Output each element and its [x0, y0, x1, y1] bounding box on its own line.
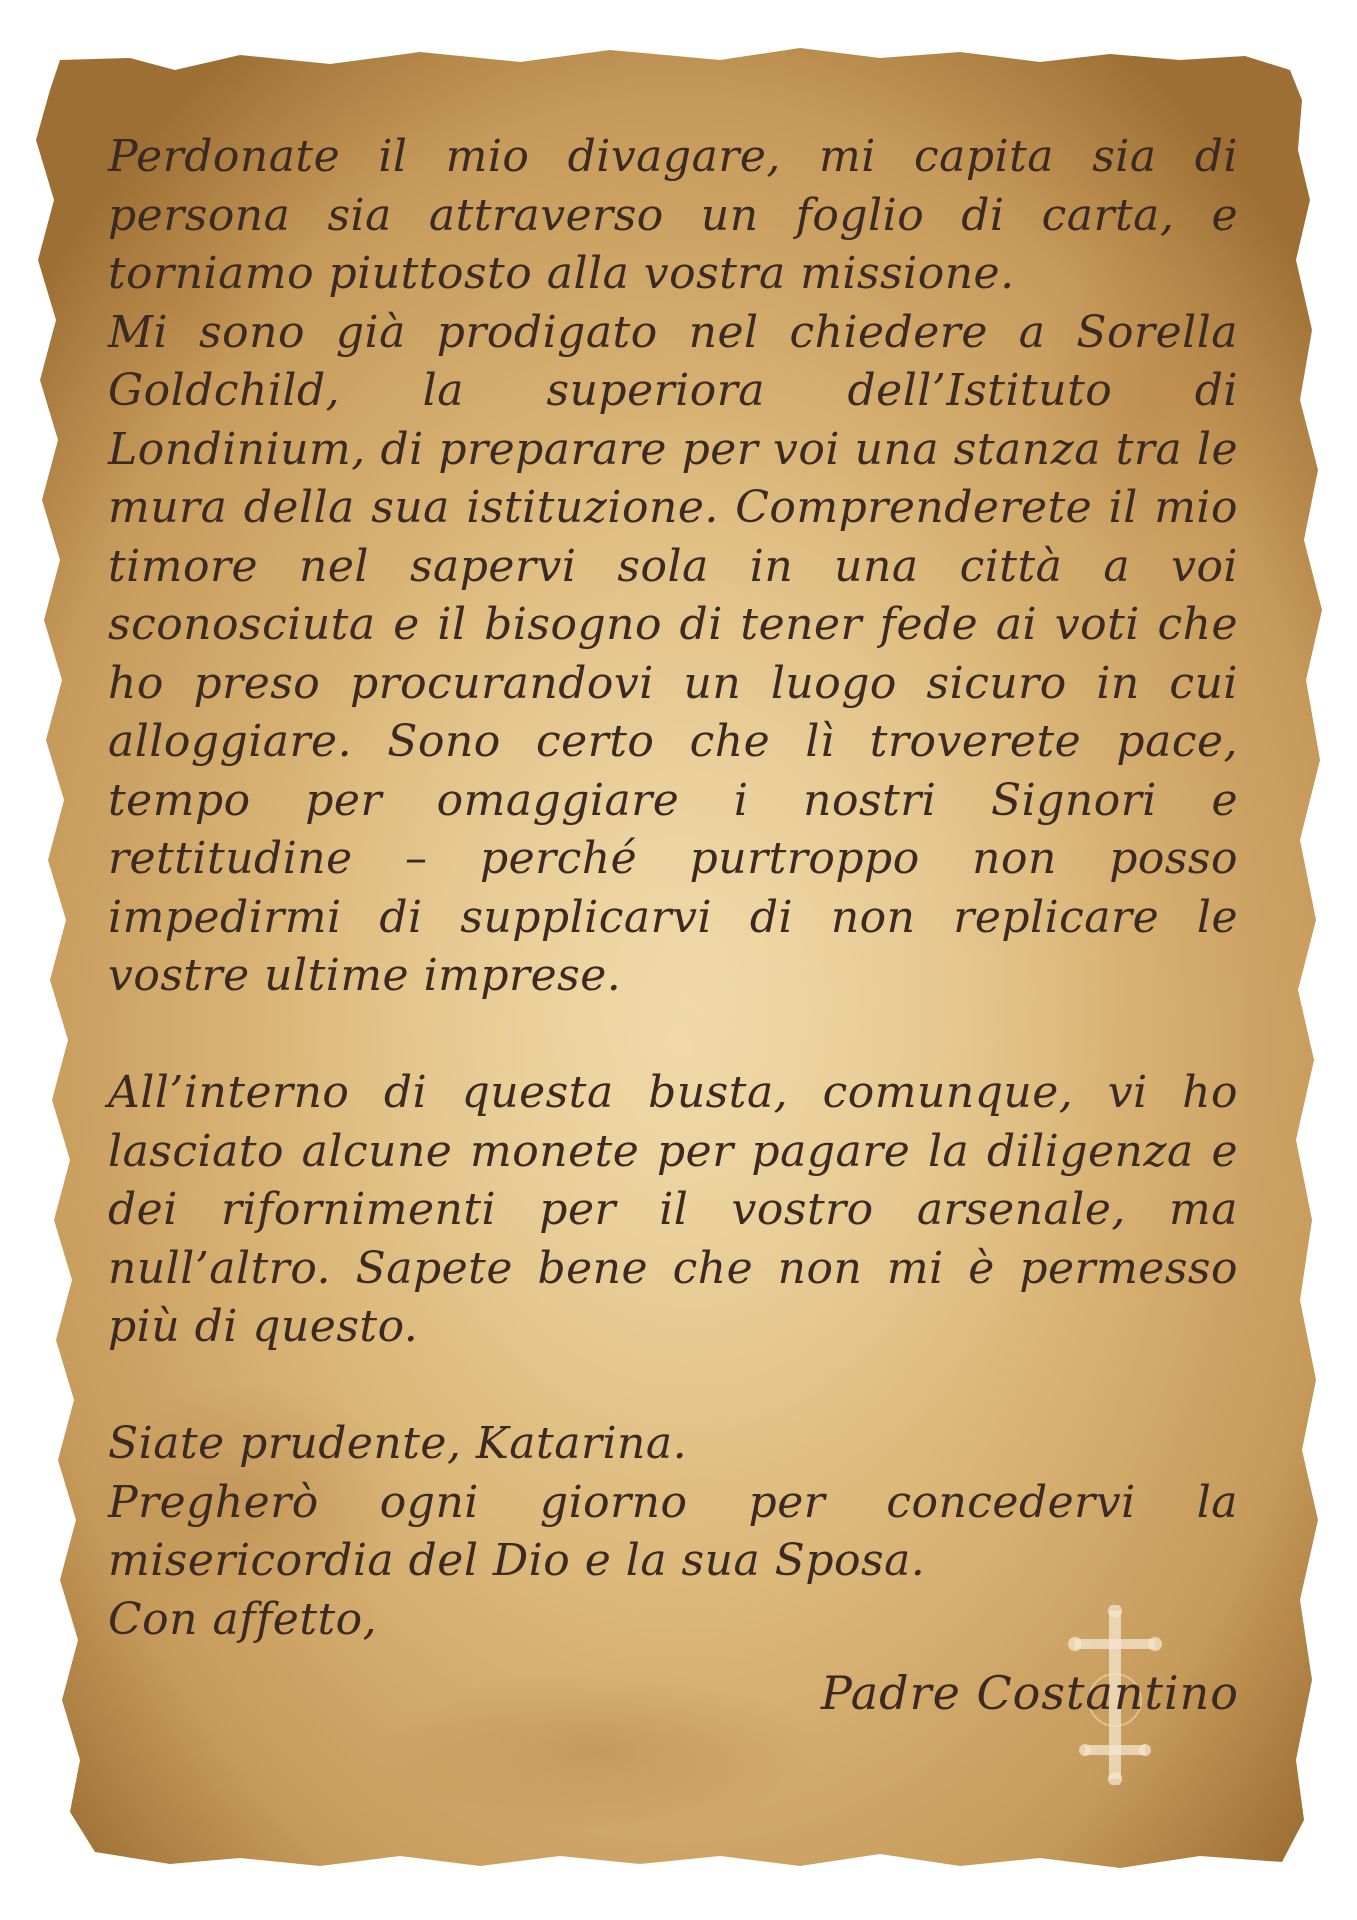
letter-body [108, 128, 1238, 1649]
closing-line-2: Pregherò ogni giorno per concedervi la misericordia del Dio e la sua Sposa. [108, 1476, 1238, 1586]
paragraph-spacer [108, 1006, 1238, 1065]
closing-line-3: Con affetto, [108, 1593, 378, 1645]
closing-line-1: Siate prudente, Katarina. [108, 1418, 688, 1469]
letter-paragraph-2: Mi sono già prodigato nel chiedere a Sorella Goldchild, la superiora dell’Istituto di Londinium, di preparare per voi una stanza tra le mura della sua istituzione. Comprenderete il mio timore nel sapervi sola in una città a voi sconosciuta e il bisogno di tener fede ai voti che ho preso procurandovi un luogo sicuro in cui alloggiare. Sono certo che lì troverete pace, tempo per omaggiare i nostri Signori e rettitudine – perché purtroppo non posso impedirmi di supplicarvi di non replicare le vostre ultime imprese. [108, 306, 1238, 1001]
letter-paragraph-3: All’interno di questa busta, comunque, vi ho lasciato alcune monete per pagare la diligenza e dei rifornimenti per il vostro arsenale, ma null’altro. Sapete bene che non mi è permesso più di questo. [108, 1067, 1238, 1352]
letter-paragraph-1: Perdonate il mio divagare, mi capita sia di persona sia attraverso un foglio di carta, e torniamo piuttosto alla vostra missione. [108, 131, 1238, 299]
signature: Padre Costantino [820, 1666, 1239, 1720]
paragraph-spacer [108, 1357, 1238, 1416]
